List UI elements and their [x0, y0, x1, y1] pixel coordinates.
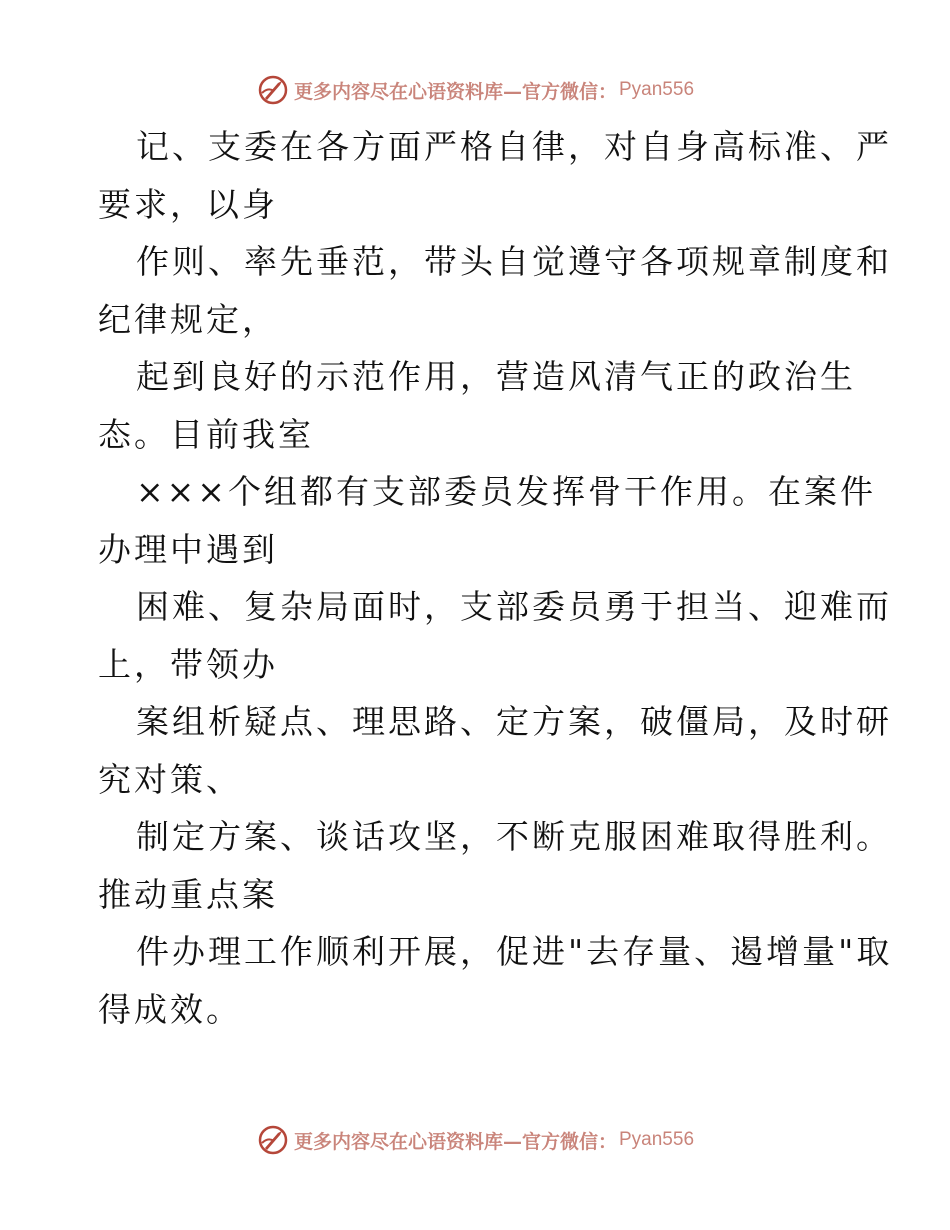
text-line: 得成效。 [98, 989, 242, 1029]
text-line: 制定方案、谈话攻坚，不断克服困难取得胜利。 [136, 817, 892, 856]
document-body [98, 118, 893, 1038]
text-line: 上，带领办 [98, 644, 278, 684]
text-line: 作则、率先垂范，带头自觉遵守各项规章制度和 [136, 242, 892, 281]
text-line: 件办理工作顺利开展，促进"去存量、遏增量"取 [136, 932, 893, 971]
watermark-wechat-id: Pyan556 [619, 1129, 695, 1150]
text-line: 要求，以身 [98, 184, 278, 224]
watermark-text: 更多内容尽在心语资料库—官方微信： [293, 1130, 617, 1153]
header-watermark [0, 70, 950, 110]
watermark-text: 更多内容尽在心语资料库—官方微信： [293, 80, 617, 103]
text-line: 纪律规定， [98, 299, 278, 339]
watermark-wechat-id: Pyan556 [619, 79, 695, 100]
footer-watermark [0, 1120, 950, 1160]
text-line: ×××个组都有支部委员发挥骨干作用。在案件 [136, 472, 876, 511]
text-line: 困难、复杂局面时，支部委员勇于担当、迎难而 [136, 587, 892, 626]
text-line: 究对策、 [98, 759, 242, 799]
text-line: 案组析疑点、理思路、定方案，破僵局，及时研 [136, 702, 892, 741]
text-line: 态。目前我室 [98, 414, 314, 454]
text-line: 记、支委在各方面严格自律，对自身高标准、严 [136, 127, 892, 166]
text-line: 推动重点案 [98, 874, 278, 914]
quill-pen-logo-icon [256, 73, 290, 107]
text-line: 起到良好的示范作用，营造风清气正的政治生 [136, 357, 856, 396]
quill-pen-logo-icon [256, 1123, 290, 1157]
text-line: 办理中遇到 [98, 529, 278, 569]
